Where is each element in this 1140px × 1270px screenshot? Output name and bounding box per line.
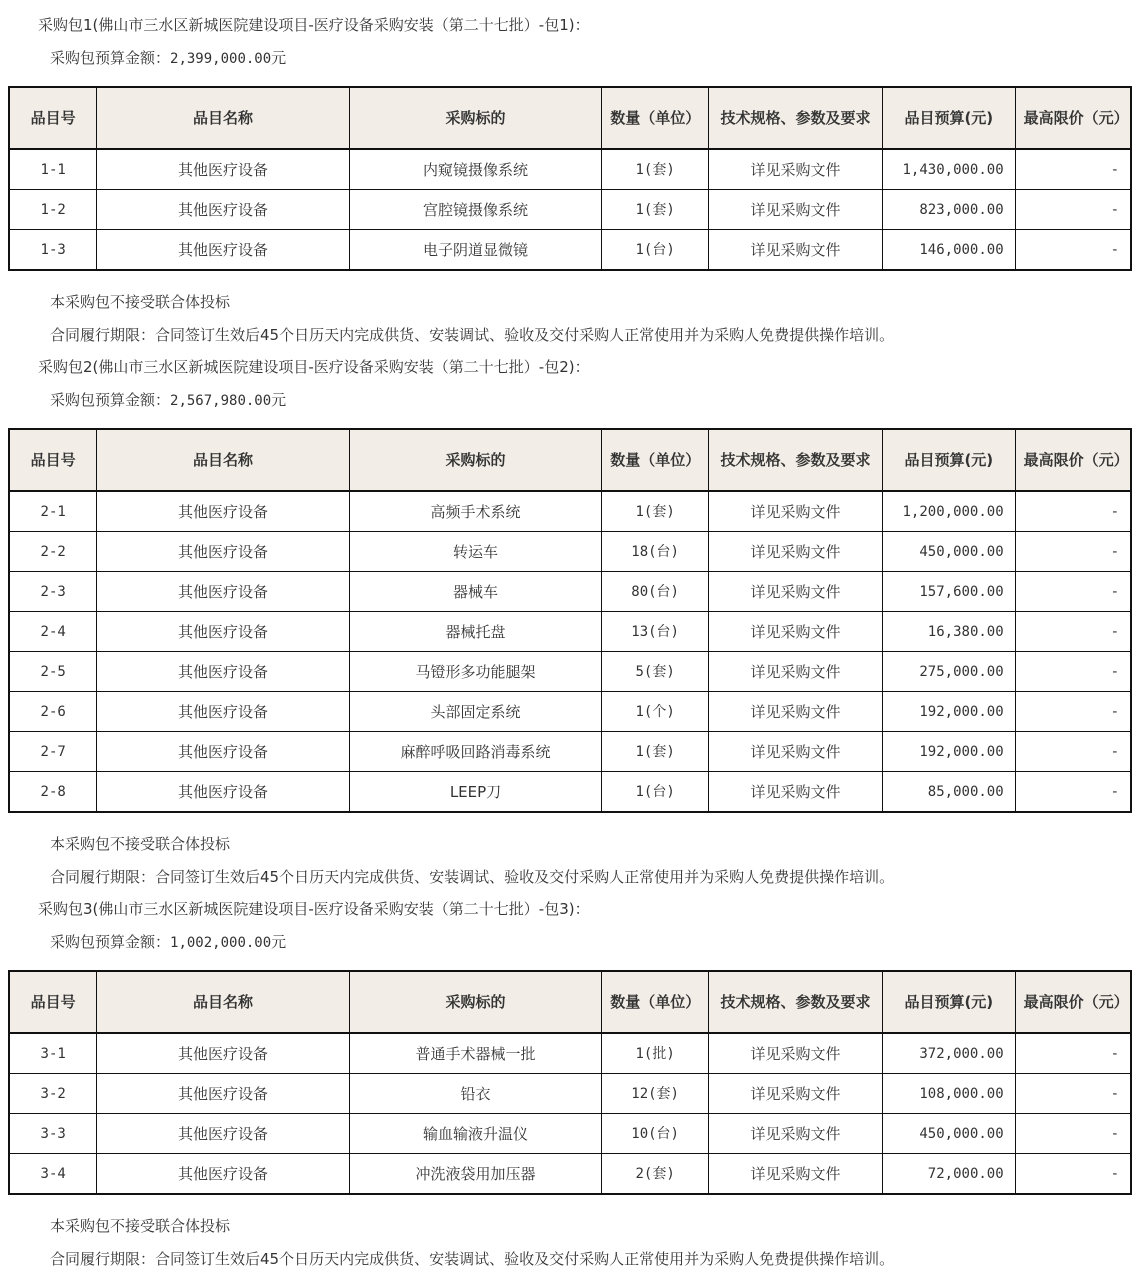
table-cell: 电子阴道显微镜 [349,230,601,271]
table-cell: 冲洗液袋用加压器 [349,1154,601,1195]
table-cell: 其他医疗设备 [97,230,349,271]
table-cell: 其他医疗设备 [97,1074,349,1114]
table-cell: 1(批) [602,1033,709,1074]
table-cell: 2(套) [602,1154,709,1195]
table-cell: - [1015,612,1131,652]
budget-unit: 元 [271,391,287,409]
table-row [9,772,1131,813]
column-header: 品目预算(元) [882,87,1015,149]
table-cell: - [1015,190,1131,230]
table-cell: 详见采购文件 [709,612,883,652]
table-cell: 1(台) [602,772,709,813]
table-cell: 详见采购文件 [709,532,883,572]
column-header: 数量（单位） [602,429,709,491]
table-cell: 1,200,000.00 [882,491,1015,532]
table-row [9,612,1131,652]
table-cell: 16,380.00 [882,612,1015,652]
note-contract-period: 合同履行期限：合同签订生效后45个日历天内完成供货、安装调试、验收及交付采购人正常使用并为采购人免费提供操作培训。 [50,1250,895,1268]
column-header: 最高限价（元） [1015,429,1131,491]
table-cell: 1(台) [602,230,709,271]
table-cell: - [1015,149,1131,190]
table-row [9,190,1131,230]
table-cell: 450,000.00 [882,1114,1015,1154]
table-cell: 详见采购文件 [709,1074,883,1114]
table-row [9,532,1131,572]
table-cell: 宫腔镜摄像系统 [349,190,601,230]
column-header: 最高限价（元） [1015,87,1131,149]
table-cell: 2-3 [9,572,97,612]
table-cell: 1(套) [602,732,709,772]
package-section-1 [0,4,1140,346]
package-title: 采购包3(佛山市三水区新城医院建设项目-医疗设备采购安装（第二十七批）-包3)： [38,900,590,918]
table-cell: 详见采购文件 [709,732,883,772]
table-cell: 823,000.00 [882,190,1015,230]
table-cell: - [1015,1033,1131,1074]
table-cell: 器械车 [349,572,601,612]
table-cell: 1(个) [602,692,709,732]
package-budget-line [0,378,1140,412]
table-cell: 1-2 [9,190,97,230]
table-row [9,149,1131,190]
table-cell: 2-8 [9,772,97,813]
table-cell: 内窥镜摄像系统 [349,149,601,190]
table-cell: - [1015,692,1131,732]
table-cell: - [1015,532,1131,572]
table-body [9,149,1131,270]
table-cell: 18(台) [602,532,709,572]
table-cell: 其他医疗设备 [97,612,349,652]
note-contract-period: 合同履行期限：合同签订生效后45个日历天内完成供货、安装调试、验收及交付采购人正常使用并为采购人免费提供操作培训。 [50,868,895,886]
note-contract-period: 合同履行期限：合同签订生效后45个日历天内完成供货、安装调试、验收及交付采购人正常使用并为采购人免费提供操作培训。 [50,326,895,344]
table-cell: 1(套) [602,190,709,230]
table-cell: - [1015,1114,1131,1154]
table-cell: 450,000.00 [882,532,1015,572]
table-cell: 275,000.00 [882,652,1015,692]
table-cell: 3-1 [9,1033,97,1074]
table-cell: 其他医疗设备 [97,732,349,772]
table-cell: 2-4 [9,612,97,652]
table-cell: 输血输液升温仪 [349,1114,601,1154]
package-title: 采购包2(佛山市三水区新城医院建设项目-医疗设备采购安装（第二十七批）-包2)： [38,358,590,376]
table-cell: 转运车 [349,532,601,572]
table-cell: - [1015,572,1131,612]
column-header: 采购标的 [349,87,601,149]
table-cell: 157,600.00 [882,572,1015,612]
table-row [9,732,1131,772]
budget-unit: 元 [271,933,287,951]
table-cell: 铅衣 [349,1074,601,1114]
budget-amount: 2,399,000.00 [170,51,272,67]
table-cell: 其他医疗设备 [97,1114,349,1154]
table-cell: 80(台) [602,572,709,612]
table-cell: 普通手术器械一批 [349,1033,601,1074]
column-header: 品目号 [9,971,97,1033]
items-table [8,428,1132,813]
table-cell: 详见采购文件 [709,572,883,612]
table-row [9,491,1131,532]
table-cell: 其他医疗设备 [97,692,349,732]
table-cell: 详见采购文件 [709,692,883,732]
table-row [9,1074,1131,1114]
column-header: 技术规格、参数及要求 [709,971,883,1033]
table-body [9,491,1131,812]
table-cell: 头部固定系统 [349,692,601,732]
table-header-row [9,429,1131,491]
package-section-2 [0,346,1140,888]
table-cell: 10(台) [602,1114,709,1154]
column-header: 采购标的 [349,971,601,1033]
note-no-consortium: 本采购包不接受联合体投标 [50,293,231,311]
table-cell: 2-7 [9,732,97,772]
table-cell: - [1015,1074,1131,1114]
table-cell: 详见采购文件 [709,491,883,532]
table-cell: 372,000.00 [882,1033,1015,1074]
table-body [9,1033,1131,1194]
table-cell: 详见采购文件 [709,190,883,230]
table-cell: 详见采购文件 [709,149,883,190]
table-cell: 其他医疗设备 [97,1154,349,1195]
table-cell: 详见采购文件 [709,1154,883,1195]
table-row [9,1114,1131,1154]
table-cell: 其他医疗设备 [97,190,349,230]
table-cell: 12(套) [602,1074,709,1114]
table-cell: - [1015,1154,1131,1195]
table-cell: 2-6 [9,692,97,732]
table-cell: 其他医疗设备 [97,772,349,813]
table-row [9,652,1131,692]
table-cell: 详见采购文件 [709,230,883,271]
table-cell: 3-3 [9,1114,97,1154]
items-table [8,86,1132,271]
table-cell: 3-2 [9,1074,97,1114]
table-cell: 其他医疗设备 [97,572,349,612]
column-header: 采购标的 [349,429,601,491]
package-budget-line [0,36,1140,70]
note-no-consortium: 本采购包不接受联合体投标 [50,835,231,853]
budget-label: 采购包预算金额： [50,391,171,409]
table-cell: 1,430,000.00 [882,149,1015,190]
table-row [9,230,1131,271]
table-cell: 192,000.00 [882,692,1015,732]
budget-amount: 2,567,980.00 [170,393,272,409]
table-row [9,572,1131,612]
package-title: 采购包1(佛山市三水区新城医院建设项目-医疗设备采购安装（第二十七批）-包1)： [38,16,590,34]
budget-label: 采购包预算金额： [50,933,171,951]
table-cell: 麻醉呼吸回路消毒系统 [349,732,601,772]
table-cell: 详见采购文件 [709,772,883,813]
table-cell: - [1015,230,1131,271]
table-header-row [9,971,1131,1033]
table-cell: 1-3 [9,230,97,271]
column-header: 品目预算(元) [882,971,1015,1033]
column-header: 品目名称 [97,87,349,149]
budget-amount: 1,002,000.00 [170,935,272,951]
table-cell: 5(套) [602,652,709,692]
package-section-3 [0,888,1140,1270]
table-cell: 85,000.00 [882,772,1015,813]
table-cell: 详见采购文件 [709,652,883,692]
column-header: 技术规格、参数及要求 [709,429,883,491]
table-cell: 详见采购文件 [709,1114,883,1154]
table-cell: 1(套) [602,149,709,190]
table-cell: 72,000.00 [882,1154,1015,1195]
table-cell: 其他医疗设备 [97,491,349,532]
table-row [9,692,1131,732]
table-cell: 马镫形多功能腿架 [349,652,601,692]
column-header: 品目号 [9,87,97,149]
table-cell: LEEP刀 [349,772,601,813]
table-cell: 1(套) [602,491,709,532]
table-cell: 1-1 [9,149,97,190]
budget-label: 采购包预算金额： [50,49,171,67]
table-row [9,1154,1131,1195]
table-cell: 146,000.00 [882,230,1015,271]
column-header: 最高限价（元） [1015,971,1131,1033]
table-cell: 2-5 [9,652,97,692]
column-header: 技术规格、参数及要求 [709,87,883,149]
note-no-consortium: 本采购包不接受联合体投标 [50,1217,231,1235]
table-cell: 108,000.00 [882,1074,1015,1114]
column-header: 品目名称 [97,429,349,491]
budget-unit: 元 [271,49,287,67]
column-header: 品目名称 [97,971,349,1033]
table-cell: 2-2 [9,532,97,572]
table-cell: 2-1 [9,491,97,532]
column-header: 数量（单位） [602,87,709,149]
table-cell: - [1015,732,1131,772]
table-cell: 其他医疗设备 [97,532,349,572]
table-cell: 详见采购文件 [709,1033,883,1074]
table-cell: - [1015,772,1131,813]
table-cell: - [1015,491,1131,532]
column-header: 品目号 [9,429,97,491]
package-budget-line [0,920,1140,954]
table-cell: - [1015,652,1131,692]
table-cell: 3-4 [9,1154,97,1195]
table-cell: 其他医疗设备 [97,1033,349,1074]
table-cell: 13(台) [602,612,709,652]
table-cell: 器械托盘 [349,612,601,652]
items-table [8,970,1132,1195]
table-cell: 其他医疗设备 [97,149,349,190]
table-row [9,1033,1131,1074]
column-header: 数量（单位） [602,971,709,1033]
table-cell: 其他医疗设备 [97,652,349,692]
table-header-row [9,87,1131,149]
table-cell: 192,000.00 [882,732,1015,772]
column-header: 品目预算(元) [882,429,1015,491]
table-cell: 高频手术系统 [349,491,601,532]
